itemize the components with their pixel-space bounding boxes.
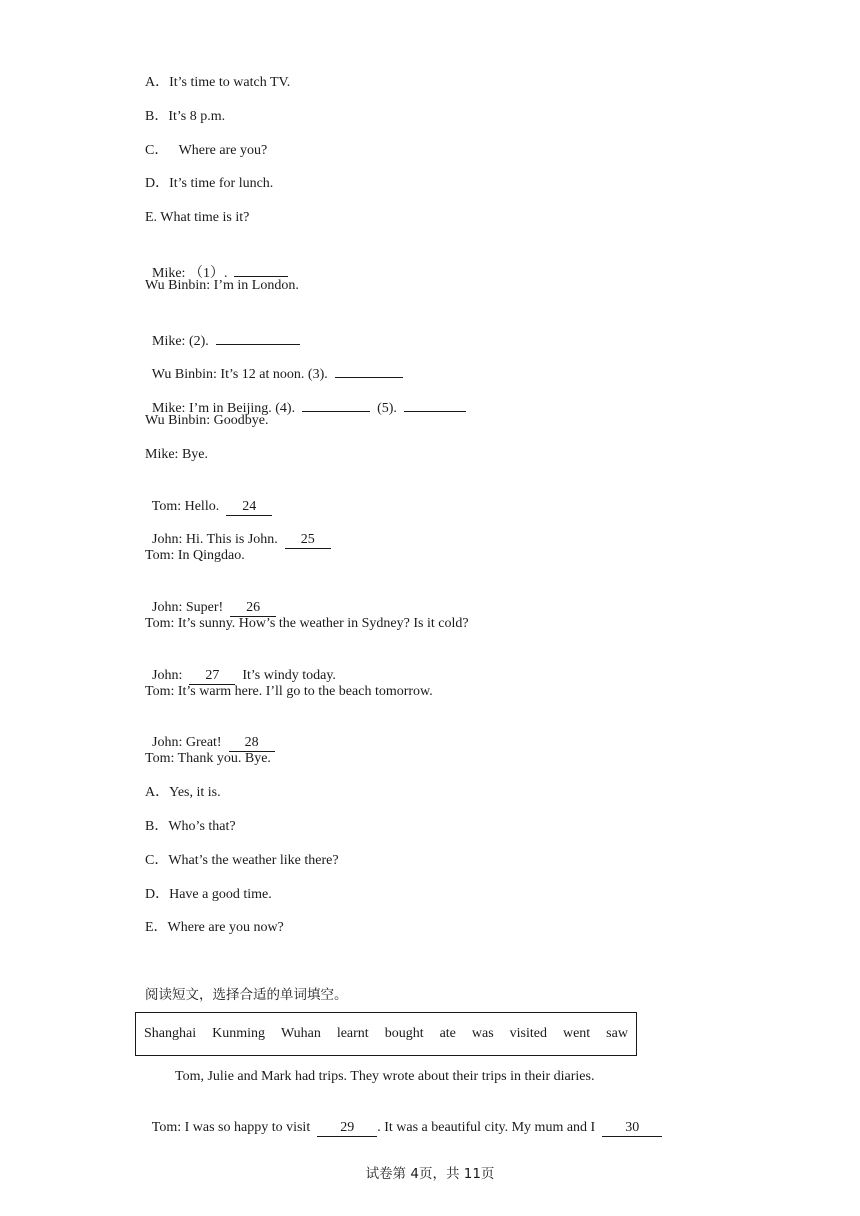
word-bank-item: saw — [606, 1026, 628, 1041]
option-d: D．It’s time for lunch. — [145, 176, 274, 191]
reading-intro: Tom, Julie and Mark had trips. They wrote about their trips in their diaries. — [175, 1069, 595, 1084]
word-bank-item: was — [471, 1026, 494, 1041]
dialog2-line — [145, 513, 331, 549]
word-bank-item: learnt — [336, 1026, 369, 1041]
reading-instruction: 阅读短文，选择合适的单词填空。 — [145, 987, 348, 1003]
blank-30[interactable]: 30 — [602, 1120, 662, 1137]
dialog2-text: John: Super! — [152, 600, 224, 615]
word-bank-item: went — [562, 1026, 591, 1041]
dialog1-text: (5). — [377, 401, 397, 416]
dialog2-text: John: Great! — [152, 735, 222, 750]
answer-blank[interactable] — [234, 261, 288, 277]
dialog2-text: John: Hi. This is John. — [152, 532, 278, 547]
answer-blank[interactable] — [335, 362, 403, 378]
page-footer: 试卷第 4页，共 11页 — [365, 1166, 495, 1182]
option-e: E．Where are you now? — [145, 920, 284, 935]
word-bank-item: Wuhan — [280, 1026, 321, 1041]
option-e: E. What time is it? — [145, 210, 250, 225]
word-bank-item: visited — [509, 1026, 547, 1041]
dialog2-text: John: — [152, 668, 183, 683]
option-c: C． Where are you? — [145, 143, 268, 158]
blank-27[interactable]: 27 — [189, 668, 235, 685]
passage-text: Tom: I was so happy to visit — [151, 1120, 311, 1135]
blank-24[interactable]: 24 — [226, 499, 272, 516]
dialog2-line — [145, 716, 275, 752]
option-a: A．It’s time to watch TV. — [145, 75, 291, 90]
dialog1-text: Mike: （1）. — [152, 266, 228, 281]
word-bank — [135, 1012, 637, 1056]
dialog1-line: Wu Binbin: Goodbye. — [145, 413, 269, 428]
word-bank-item: Shanghai — [144, 1026, 197, 1041]
answer-blank[interactable] — [404, 396, 466, 412]
word-bank-item: Kunming — [212, 1026, 265, 1041]
dialog2-line — [145, 480, 272, 516]
option-c: C．What’s the weather like there? — [145, 853, 339, 868]
answer-blank[interactable] — [302, 396, 370, 412]
blank-28[interactable]: 28 — [229, 735, 275, 752]
dialog2-line — [145, 581, 276, 617]
dialog2-text: It’s windy today. — [242, 668, 336, 683]
option-a: A．Yes, it is. — [145, 785, 221, 800]
dialog1-line: Wu Binbin: I’m in London. — [145, 278, 299, 293]
option-d: D．Have a good time. — [145, 887, 272, 902]
dialog1-text: Wu Binbin: It’s 12 at noon. (3). — [151, 367, 328, 382]
dialog2-line: Tom: It’s sunny. How’s the weather in Sydney? Is it cold? — [145, 616, 469, 631]
dialog1-text: Mike: (2). — [152, 334, 209, 349]
blank-25[interactable]: 25 — [285, 532, 331, 549]
dialog2-line: Tom: It’s warm here. I’ll go to the beach tomorrow. — [145, 684, 433, 699]
option-b: B．Who’s that? — [145, 819, 236, 834]
reading-passage-line — [145, 1101, 662, 1137]
dialog2-text: Tom: Hello. — [151, 499, 220, 514]
answer-blank[interactable] — [216, 329, 300, 345]
dialog2-line — [145, 649, 336, 685]
option-b: B．It’s 8 p.m. — [145, 109, 226, 124]
blank-26[interactable]: 26 — [230, 600, 276, 617]
word-bank-item: bought — [384, 1026, 424, 1041]
passage-text: . It was a beautiful city. My mum and I — [377, 1120, 596, 1135]
dialog2-line: Tom: In Qingdao. — [145, 548, 245, 563]
blank-29[interactable]: 29 — [317, 1120, 377, 1137]
word-bank-item: ate — [439, 1026, 456, 1041]
dialog1-text: Mike: I’m in Beijing. (4). — [152, 401, 296, 416]
dialog1-line: Mike: Bye. — [145, 447, 208, 462]
dialog2-line: Tom: Thank you. Bye. — [145, 751, 271, 766]
